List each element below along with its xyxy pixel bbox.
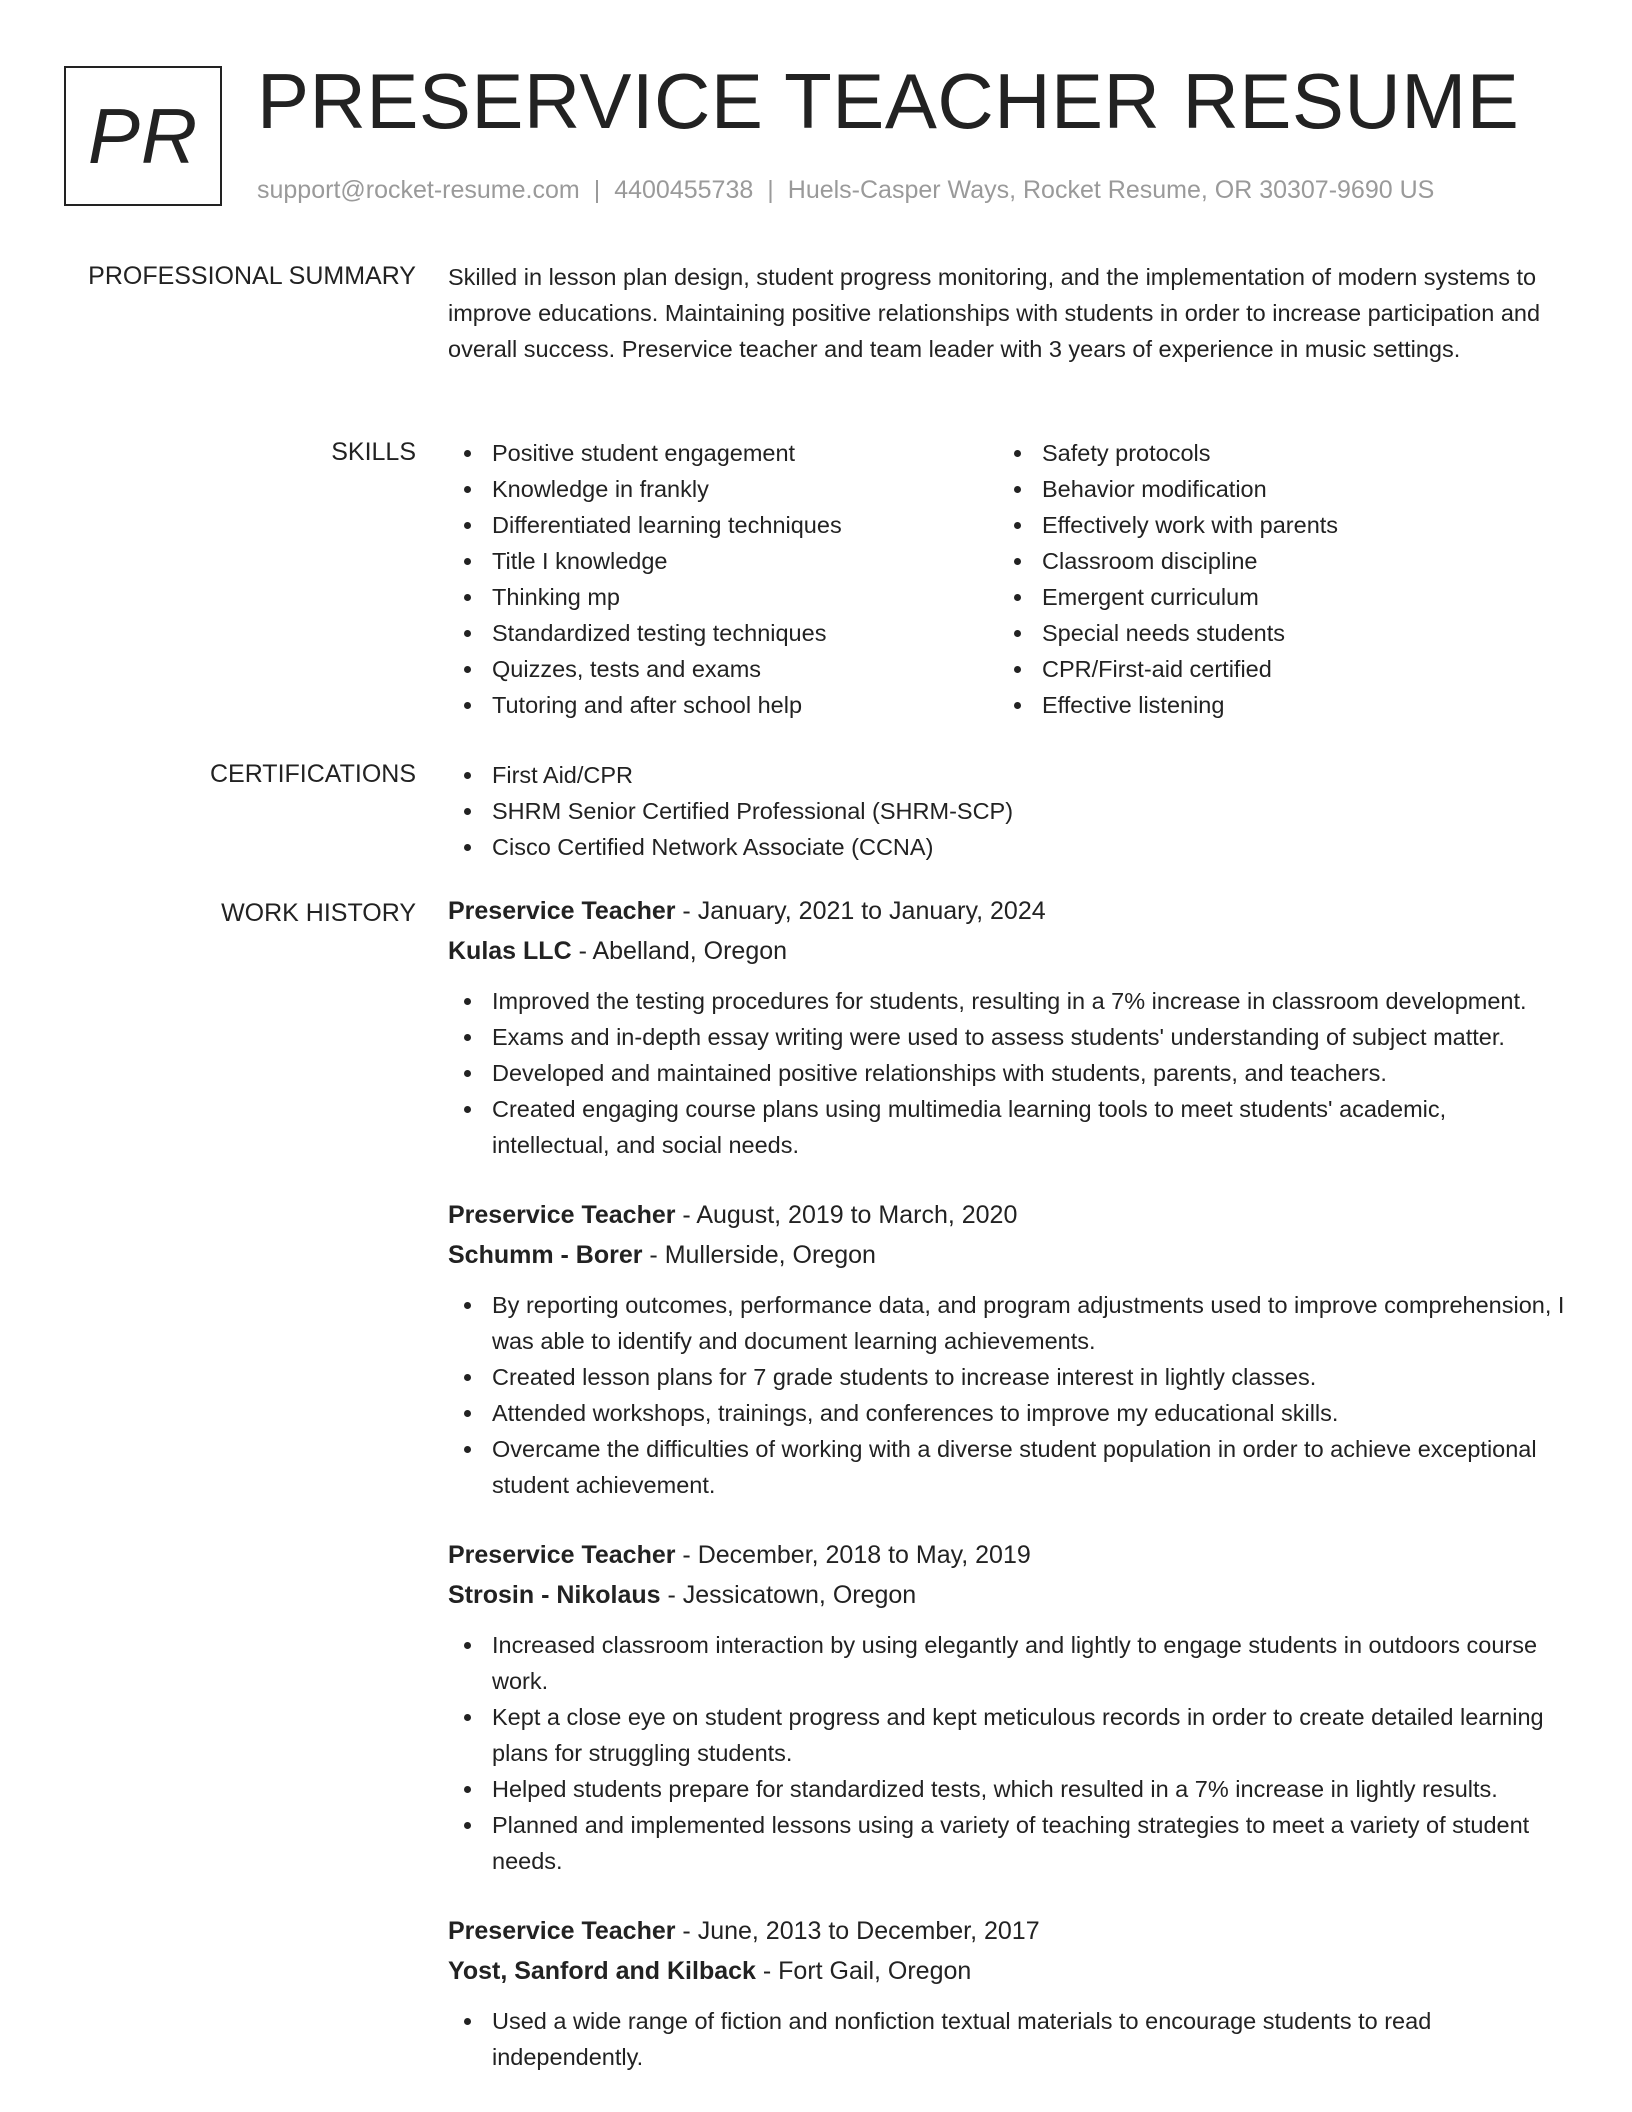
work-history-list (448, 891, 1568, 2107)
job-dates: - January, 2021 to January, 2024 (675, 897, 1046, 925)
job-duty-item: Created engaging course plans using multimedia learning tools to meet students' academic, intellectual, and social needs. (448, 1091, 1568, 1163)
certification-item: Cisco Certified Network Associate (CCNA) (448, 829, 1568, 865)
skill-item: Special needs students (998, 615, 1548, 651)
job-duty-item: Exams and in-depth essay writing were used to assess students' understanding of subject matter. (448, 1019, 1568, 1055)
job-title: Preservice Teacher (448, 1201, 676, 1229)
certifications-heading: CERTIFICATIONS (209, 760, 416, 788)
job-title: Preservice Teacher (448, 897, 676, 925)
job-dates: - August, 2019 to March, 2020 (675, 1201, 1018, 1229)
skill-item: Differentiated learning techniques (448, 507, 998, 543)
skills-list-left (448, 435, 998, 723)
job-company-line (448, 931, 1568, 971)
job-location: - Abelland, Oregon (571, 937, 788, 965)
monogram-logo: PR (64, 66, 222, 206)
skill-item: Positive student engagement (448, 435, 998, 471)
job-company: Schumm - Borer (448, 1241, 643, 1269)
skill-item: Knowledge in frankly (448, 471, 998, 507)
skill-item: Title I knowledge (448, 543, 998, 579)
work-history-heading: WORK HISTORY (221, 899, 416, 927)
job-title-line (448, 1535, 1568, 1575)
job-duty-item: Used a wide range of fiction and nonfiction textual materials to encourage students to read independently. (448, 2003, 1568, 2075)
contact-address: Huels-Casper Ways, Rocket Resume, OR 30307-9690 US (787, 176, 1435, 204)
job-title: Preservice Teacher (448, 1541, 676, 1569)
contact-separator: | (767, 176, 774, 204)
skill-item: Tutoring and after school help (448, 687, 998, 723)
job-duty-item: Attended workshops, trainings, and conferences to improve my educational skills. (448, 1395, 1568, 1431)
job-duty-item: By reporting outcomes, performance data, and program adjustments used to improve comprehension, I was able to identify and document learning achievements. (448, 1287, 1568, 1359)
job-location: - Jessicatown, Oregon (660, 1581, 917, 1609)
job-company-line (448, 1575, 1568, 1615)
job-company-line (448, 1235, 1568, 1275)
job-location: - Mullerside, Oregon (642, 1241, 876, 1269)
job-title-line (448, 1911, 1568, 1951)
job-duty-item: Planned and implemented lessons using a variety of teaching strategies to meet a variety of student needs. (448, 1807, 1568, 1879)
job-company-line (448, 1951, 1568, 1991)
contact-phone[interactable]: 4400455738 (614, 176, 754, 204)
skill-item: Classroom discipline (998, 543, 1548, 579)
contact-email[interactable]: support@rocket-resume.com (257, 176, 580, 204)
job-company: Strosin - Nikolaus (448, 1581, 661, 1609)
skill-item: Behavior modification (998, 471, 1548, 507)
job-entry (448, 1535, 1568, 1879)
certification-item: First Aid/CPR (448, 757, 1568, 793)
job-duties-list (448, 1287, 1568, 1503)
job-title: Preservice Teacher (448, 1917, 676, 1945)
job-duties-list (448, 1627, 1568, 1879)
job-location: - Fort Gail, Oregon (755, 1957, 972, 1985)
job-duties-list (448, 2003, 1568, 2075)
job-entry (448, 891, 1568, 1163)
skill-item: Quizzes, tests and exams (448, 651, 998, 687)
job-entry (448, 1195, 1568, 1503)
job-company: Kulas LLC (448, 937, 572, 965)
skills-list-right (998, 435, 1548, 723)
job-dates: - December, 2018 to May, 2019 (675, 1541, 1031, 1569)
job-duty-item: Improved the testing procedures for students, resulting in a 7% increase in classroom development. (448, 983, 1568, 1019)
job-duty-item: Helped students prepare for standardized tests, which resulted in a 7% increase in lightly results. (448, 1771, 1568, 1807)
job-title-line (448, 1195, 1568, 1235)
job-duty-item: Increased classroom interaction by using elegantly and lightly to engage students in outdoors course work. (448, 1627, 1568, 1699)
skill-item: Safety protocols (998, 435, 1548, 471)
job-duties-list (448, 983, 1568, 1163)
summary-text: Skilled in lesson plan design, student progress monitoring, and the implementation of modern systems to improve educations. Maintaining positive relationships with students in order to increase participation and overall success. Preservice teacher and team leader with 3 years of experience in music settings. (448, 264, 1541, 362)
job-duty-item: Kept a close eye on student progress and kept meticulous records in order to create detailed learning plans for struggling students. (448, 1699, 1568, 1771)
summary-heading: PROFESSIONAL SUMMARY (88, 262, 416, 290)
job-duty-item: Overcame the difficulties of working with a diverse student population in order to achieve exceptional student achievement. (448, 1431, 1568, 1503)
job-duty-item: Created lesson plans for 7 grade students to increase interest in lightly classes. (448, 1359, 1568, 1395)
skill-item: Effectively work with parents (998, 507, 1548, 543)
skill-item: Effective listening (998, 687, 1548, 723)
job-entry (448, 1911, 1568, 2075)
skill-item: Thinking mp (448, 579, 998, 615)
job-company: Yost, Sanford and Kilback (448, 1957, 756, 1985)
skill-item: Standardized testing techniques (448, 615, 998, 651)
job-title-line (448, 891, 1568, 931)
contact-line (257, 175, 1434, 205)
job-dates: - June, 2013 to December, 2017 (675, 1917, 1040, 1945)
certification-item: SHRM Senior Certified Professional (SHRM-SCP) (448, 793, 1568, 829)
contact-separator: | (593, 176, 601, 204)
job-duty-item: Developed and maintained positive relationships with students, parents, and teachers. (448, 1055, 1568, 1091)
skill-item: Emergent curriculum (998, 579, 1548, 615)
skills-heading: SKILLS (331, 438, 416, 466)
skill-item: CPR/First-aid certified (998, 651, 1548, 687)
certifications-list (448, 757, 1568, 865)
page-title: PRESERVICE TEACHER RESUME (257, 57, 1520, 145)
